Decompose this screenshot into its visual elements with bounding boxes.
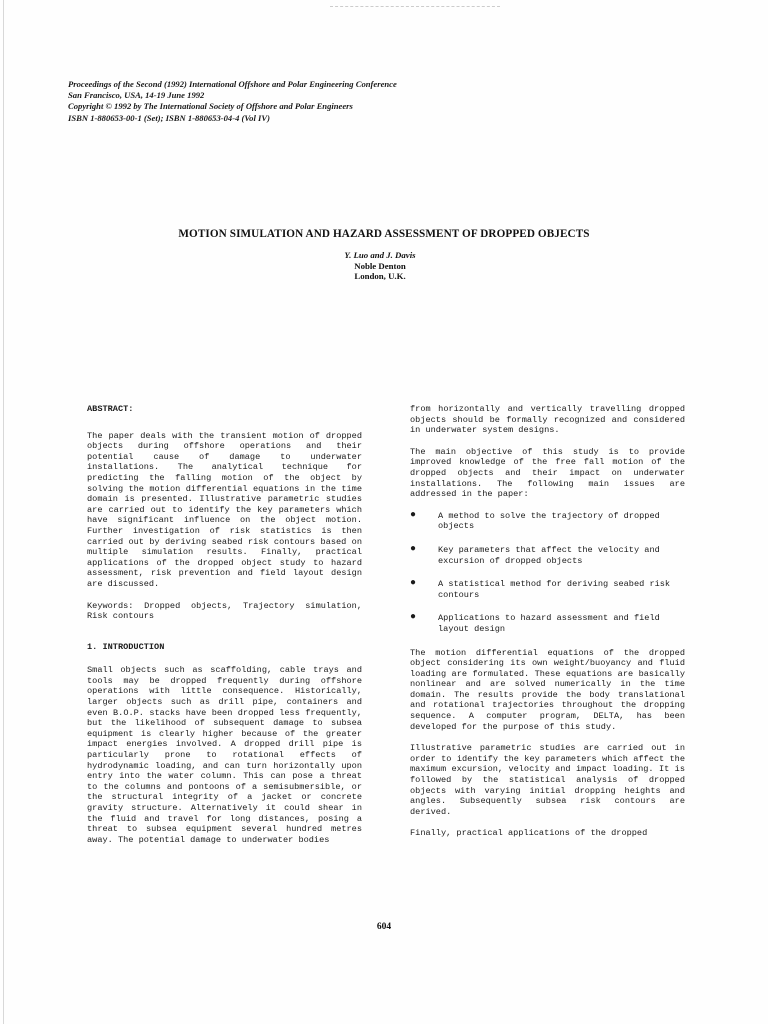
bullet-item xyxy=(410,511,685,532)
bullet-text: A method to solve the trajectory of dropped objects xyxy=(438,510,660,532)
header-line-location: San Francisco, USA, 14-19 June 1992 xyxy=(68,90,205,101)
introduction-heading: 1. INTRODUCTION xyxy=(87,641,165,652)
bullet-text: Applications to hazard assessment and field layout design xyxy=(438,613,660,634)
author-affiliation: Noble Denton xyxy=(354,260,406,271)
header-line-proceedings: Proceedings of the Second (1992) International Offshore and Polar Engineering Conference xyxy=(68,79,397,89)
author-location: London, U.K. xyxy=(354,271,406,281)
right-paragraph-2: The main objective of this study is to provide improved knowledge of the free fall motion of the dropped objects and their impact on underwater installations. The following main issues are addressed in the paper: xyxy=(410,446,685,500)
bullet-dot-icon: ● xyxy=(410,612,417,624)
left-column xyxy=(87,404,362,845)
paper-title: MOTION SIMULATION AND HAZARD ASSESSMENT OF DROPPED OBJECTS xyxy=(178,228,590,240)
right-column xyxy=(410,404,685,839)
conference-header xyxy=(68,79,588,124)
abstract-heading: ABSTRACT: xyxy=(87,404,134,414)
scan-edge-left xyxy=(3,0,4,1024)
header-line-copyright: Copyright © 1992 by The International Society of Offshore and Polar Engineers xyxy=(68,101,353,112)
right-paragraph-4: Illustrative parametric studies are carried out in order to identify the key parameters which affect the maximum excursion, velocity and impact loading. It is followed by the statistical analysis of dropped objects with varying initial dropping heights and angles. Subsequently subsea risk contours are derived. xyxy=(410,743,685,817)
abstract-body: The paper deals with the transient motion of dropped objects during offshore operations and their potential cause of damage to underwater installations. The analytical technique for predicting the falling motion of the object by solving the motion differential equations in the time domain is presented. Illustrative parametric studies are carried out to identify the key parameters which have significant influence on the object motion. Further investigation of risk statistics is then carried out by deriving seabed risk contours based on multiple simulation results. Finally, practical applications of the dropped object study to hazard assessment, risk prevention and field layout design are discussed. xyxy=(87,430,362,589)
bullet-dot-icon: ● xyxy=(410,578,417,590)
bullet-dot-icon: ● xyxy=(410,509,417,521)
right-paragraph-5: Finally, practical applications of the dropped xyxy=(410,828,648,839)
header-line-isbn: ISBN 1-880653-00-1 (Set); ISBN 1-880653-04-4 (Vol IV) xyxy=(68,112,270,123)
right-paragraph-3: The motion differential equations of the dropped object considering its own weight/buoyancy and fluid loading are formulated. These equations are basically nonlinear and are solved numerically in the time domain. The results provide the body translational and rotational trajectories throughout the dropping sequence. A computer program, DELTA, has been developed for the purpose of this study. xyxy=(410,647,685,732)
bullet-item xyxy=(410,579,685,600)
introduction-body: Small objects such as scaffolding, cable trays and tools may be dropped frequently during offshore operations with little consequence. Historically, larger objects such as drill pipe, containers and even B.O.P. stacks have been dropped less frequently, but the likelihood of subsequent damage to subsea equipment is clearly higher because of the greater impact energies involved. A dropped drill pipe is particularly prone to rotational effects of hydrodynamic loading, and can turn horizontally upon entry into the water column. This can pose a threat to the columns and pontoons of a semisubmersible, or the structural integrity of a jacket or concrete gravity structure. Alternatively it could shear in the fluid and travel for long distances, posing a threat to subsea equipment several hundred metres away. The potential damage to underwater bodies xyxy=(87,665,362,845)
right-paragraph-1: from horizontally and vertically travelling dropped objects should be formally recognized and considered in underwater system designs. xyxy=(410,404,685,436)
page-number: 604 xyxy=(376,922,392,932)
scan-edge-top xyxy=(330,6,500,8)
author-block xyxy=(300,250,460,282)
bullet-text: A statistical method for deriving seabed risk contours xyxy=(438,579,671,600)
keywords: Keywords: Dropped objects, Trajectory simulation, Risk contours xyxy=(87,600,362,622)
author-names: Y. Luo and J. Davis xyxy=(344,250,416,260)
bullet-item xyxy=(410,545,685,566)
bullet-item xyxy=(410,613,685,634)
bullet-text: Key parameters that affect the velocity and excursion of dropped objects xyxy=(438,544,660,566)
bullet-dot-icon: ● xyxy=(410,543,417,555)
